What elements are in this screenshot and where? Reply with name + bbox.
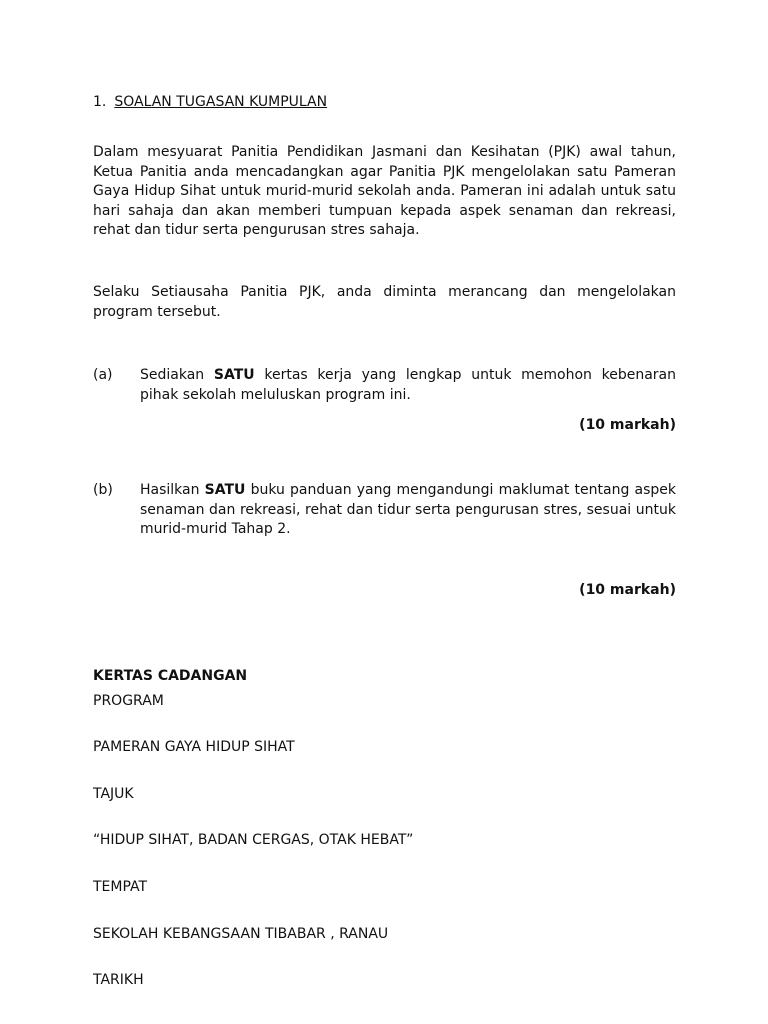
proposal-line-title-label: TAJUK — [93, 786, 134, 802]
section-heading — [93, 93, 327, 111]
proposal-line-program-value: PAMERAN GAYA HIDUP SIHAT — [93, 739, 295, 755]
proposal-line-title-value: “HIDUP SIHAT, BADAN CERGAS, OTAK HEBAT” — [93, 832, 414, 848]
question-text: Sediakan SATU kertas kerja yang lengkap untuk memohon kebenaran pihak sekolah meluluskan program ini. — [140, 367, 677, 403]
proposal-line-program-label: PROGRAM — [93, 693, 164, 709]
marks-label: (10 markah) — [579, 417, 676, 433]
marks-label: (10 markah) — [579, 582, 676, 598]
question-label: (b) — [93, 482, 113, 498]
proposal-line-venue-label: TEMPAT — [93, 879, 148, 895]
proposal-title: KERTAS CADANGAN — [93, 668, 248, 684]
question-text: Hasilkan SATU buku panduan yang mengandungi maklumat tentang aspek senaman dan rekreasi, rehat dan tidur serta pengurusan stres, sesuai untuk murid-murid Tahap 2. — [140, 482, 676, 537]
intro-paragraph: Dalam mesyuarat Panitia Pendidikan Jasmani dan Kesihatan (PJK) awal tahun, Ketua Panitia anda mencadangkan agar Panitia PJK mengelolakan satu Pameran Gaya Hidup Sihat untuk murid-murid sekolah anda. Pameran ini adalah untuk satu hari sahaja dan akan memberi tumpuan kepada aspek senaman dan rekreasi, rehat dan tidur serta pengurusan stres sahaja. — [93, 144, 676, 238]
task-paragraph: Selaku Setiausaha Panitia PJK, anda diminta merancang dan mengelolakan program tersebut. — [93, 284, 676, 320]
emphasis: SATU — [213, 367, 255, 383]
section-number: 1. — [93, 94, 107, 110]
emphasis: SATU — [204, 482, 246, 498]
proposal-line-date-label: TARIKH — [93, 972, 144, 988]
proposal-line-venue-value: SEKOLAH KEBANGSAAN TIBABAR , RANAU — [93, 926, 389, 942]
section-title: SOALAN TUGASAN KUMPULAN — [114, 94, 328, 110]
question-label: (a) — [93, 367, 113, 383]
